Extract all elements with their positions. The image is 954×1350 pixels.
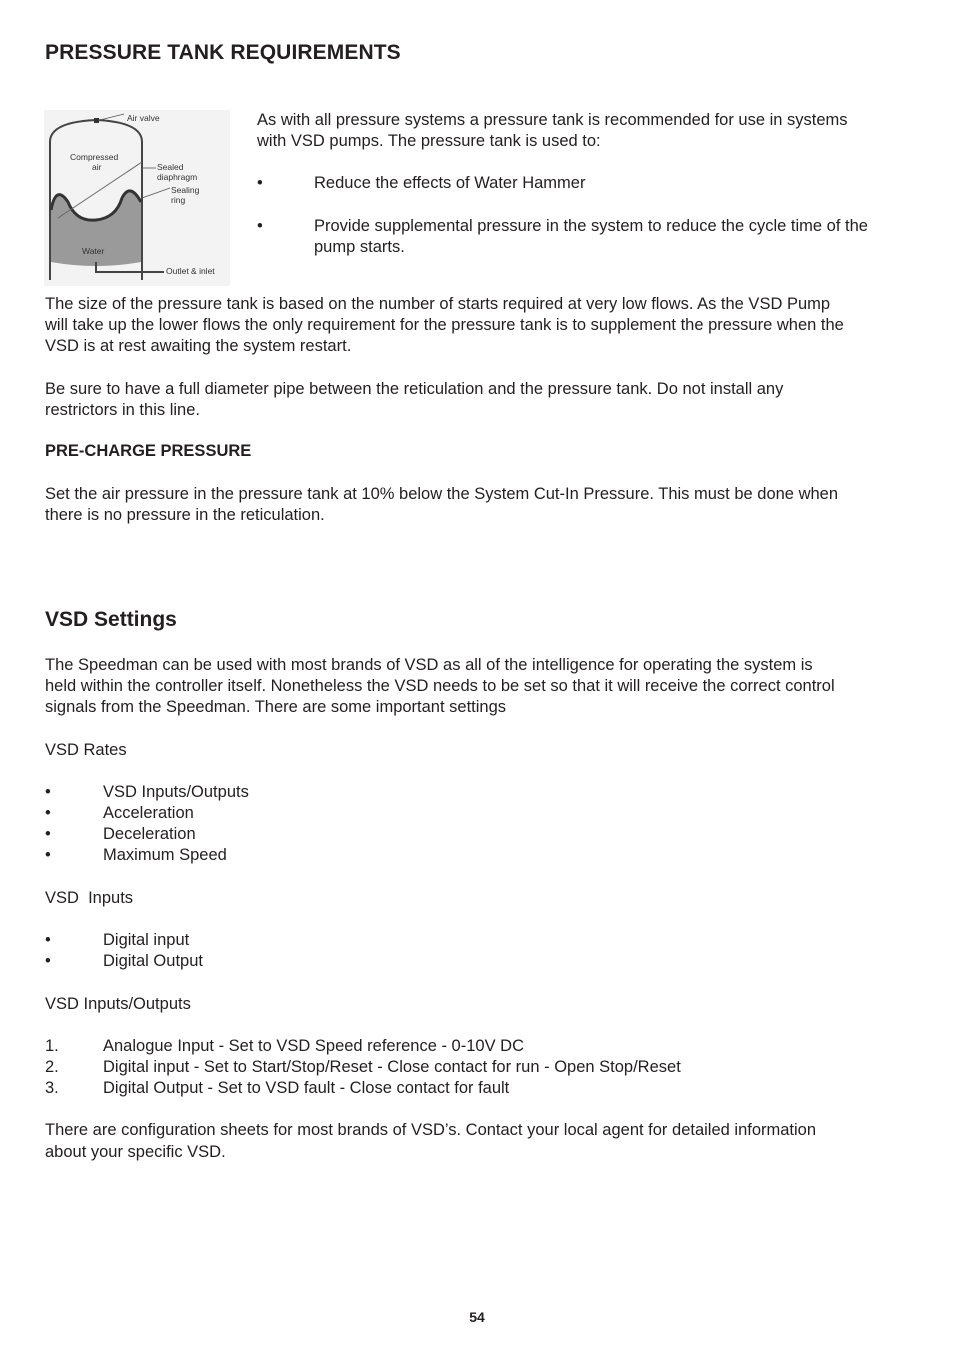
bullet-marker: • — [257, 174, 263, 192]
para-line: Be sure to have a full diameter pipe between the reticulation and the pressure tank. Do not install any — [45, 380, 784, 398]
list-item: Deceleration — [103, 825, 196, 843]
para-line: Set the air pressure in the pressure tank at 10% below the System Cut-In Pressure. This must be done when — [45, 485, 839, 503]
list-label: VSD Rates — [45, 741, 127, 759]
intro-bullet: Provide supplemental pressure in the system to reduce the cycle time of the — [314, 217, 868, 235]
para-line: held within the controller itself. Nonetheless the VSD needs to be set so that it will receive the correct control — [45, 677, 835, 695]
para-line: The Speedman can be used with most brands of VSD as all of the intelligence for operating the system is — [45, 656, 813, 674]
numbered-item: Digital input - Set to Start/Stop/Reset - Close contact for run - Open Stop/Reset — [103, 1058, 681, 1076]
list-label: VSD Inputs — [45, 889, 134, 907]
bullet-marker: • — [45, 783, 51, 801]
para-line: signals from the Speedman. There are some important settings — [45, 698, 507, 716]
list-number: 3. — [45, 1079, 59, 1097]
sealing-label: Sealing — [171, 185, 200, 195]
para-line: There are configuration sheets for most brands of VSD’s. Contact your local agent for detailed information — [45, 1121, 817, 1139]
diaphragm-label: diaphragm — [157, 172, 198, 182]
para-line: VSD is at rest awaiting the system restart. — [45, 337, 352, 355]
intro-bullet-cont: pump starts. — [314, 238, 405, 256]
bullet-marker: • — [45, 804, 51, 822]
list-item: Maximum Speed — [103, 846, 227, 864]
para-line: about your specific VSD. — [45, 1143, 226, 1161]
para-line: restrictors in this line. — [45, 401, 200, 419]
bullet-marker: • — [45, 846, 51, 864]
intro-bullet: Reduce the effects of Water Hammer — [314, 174, 586, 192]
page-number: 54 — [469, 1309, 485, 1325]
para-line: there is no pressure in the reticulation. — [45, 506, 325, 524]
compressed-label: Compressed — [70, 152, 119, 162]
section-title: VSD Settings — [45, 608, 177, 631]
bullet-marker: • — [45, 825, 51, 843]
bullet-marker: • — [45, 952, 51, 970]
sealed-label: Sealed — [157, 162, 184, 172]
list-label: VSD Inputs/Outputs — [45, 995, 191, 1013]
water-label: Water — [82, 246, 105, 256]
bullet-marker: • — [45, 931, 51, 949]
outlet-label: Outlet & inlet — [166, 266, 215, 276]
list-item: Acceleration — [103, 804, 194, 822]
numbered-item: Digital Output - Set to VSD fault - Close contact for fault — [103, 1079, 510, 1097]
para-line: will take up the lower flows the only requirement for the pressure tank is to supplement the pressure when the — [45, 316, 844, 334]
bullet-marker: • — [257, 217, 263, 235]
list-item: Digital input — [103, 931, 190, 949]
ring-label: ring — [171, 195, 186, 205]
air-label: air — [92, 162, 102, 172]
air-valve-label: Air valve — [127, 113, 160, 123]
list-item: Digital Output — [103, 952, 203, 970]
pressure-tank-diagram — [44, 110, 230, 286]
section-heading: PRE-CHARGE PRESSURE — [45, 442, 252, 460]
para-line: The size of the pressure tank is based on the number of starts required at very low flows. As the VSD Pump — [45, 295, 831, 313]
list-number: 2. — [45, 1058, 59, 1076]
page-title: PRESSURE TANK REQUIREMENTS — [45, 41, 401, 64]
list-item: VSD Inputs/Outputs — [103, 783, 249, 801]
list-number: 1. — [45, 1037, 59, 1055]
intro-line: with VSD pumps. The pressure tank is used to: — [257, 132, 601, 150]
intro-line: As with all pressure systems a pressure tank is recommended for use in systems — [257, 111, 848, 129]
numbered-item: Analogue Input - Set to VSD Speed reference - 0-10V DC — [103, 1037, 524, 1055]
